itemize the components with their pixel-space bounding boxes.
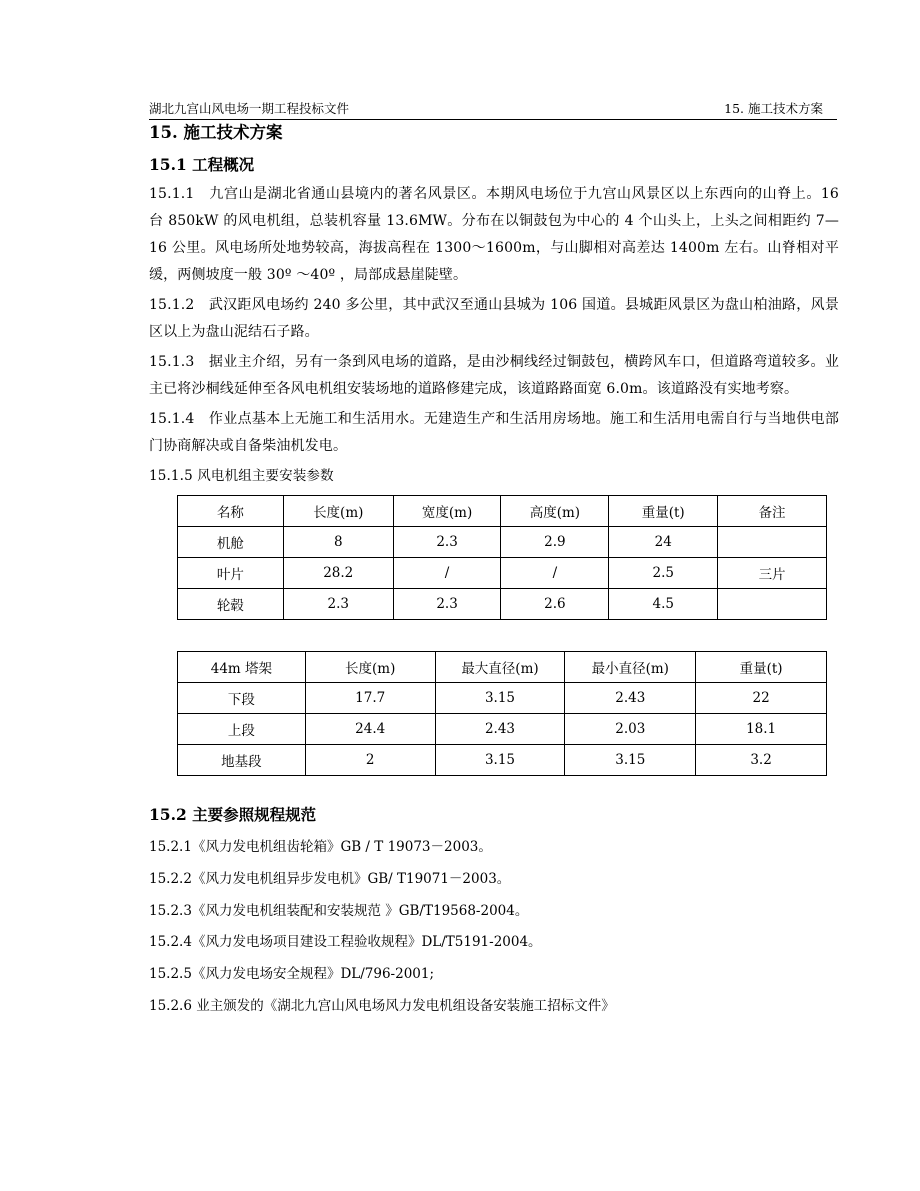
table-cell: /	[393, 558, 501, 589]
table-header-cell: 重量(t)	[609, 496, 718, 527]
table-row	[178, 527, 827, 558]
list-item: 15.2.2《风力发电机组异步发电机》GB/ T19071－2003。	[149, 870, 511, 887]
table-cell: 轮毂	[178, 589, 284, 620]
table-cell: 地基段	[178, 745, 306, 776]
table-header-cell: 长度(m)	[305, 652, 435, 683]
paragraph-15-1-1: 15.1.1 九宫山是湖北省通山县境内的著名风景区。本期风电场位于九宫山风景区以上东西向的山脊上。16 台 850kW 的风电机组，总装机容量 13.6MW。分布在以铜鼓包为中心的 4 个山头上，上头之间相距约 7—16 公里。风电场所处地势较高，海拔高程在 1300～1600m，与山脚相对高差达 1400m 左右。山脊相对平缓，两侧坡度一般 30º ～40º ，局部成悬崖陡壁。	[149, 186, 839, 283]
table-row	[178, 745, 827, 776]
table-cell: 2	[305, 745, 435, 776]
table-cell: 2.9	[501, 527, 609, 558]
table-cell: 3.15	[435, 745, 565, 776]
table-cell: 2.3	[283, 589, 393, 620]
table-cell: 17.7	[305, 683, 435, 714]
table-row	[178, 558, 827, 589]
table-cell: 4.5	[609, 589, 718, 620]
list-item: 15.2.3《风力发电机组装配和安装规范 》GB/T19568-2004。	[149, 902, 529, 919]
table-header-row	[178, 652, 827, 683]
table-cell	[718, 589, 827, 620]
table-cell: 下段	[178, 683, 306, 714]
table-header-cell: 最小直径(m)	[565, 652, 696, 683]
table-header-cell: 最大直径(m)	[435, 652, 565, 683]
table-header-cell: 重量(t)	[696, 652, 827, 683]
subsection-title-15-2: 15.2 主要参照规程规范	[149, 805, 317, 824]
table-cell: 2.43	[565, 683, 696, 714]
table-cell: 2.6	[501, 589, 609, 620]
subsection-title-15-1: 15.1 工程概况	[149, 155, 255, 174]
table-cell: 2.3	[393, 527, 501, 558]
list-item: 15.2.4《风力发电场项目建设工程验收规程》DL/T5191-2004。	[149, 934, 542, 951]
paragraph-15-1-3: 15.1.3 据业主介绍，另有一条到风电场的道路，是由沙桐线经过铜鼓包，横跨风车口，但道路弯道较多。业主已将沙桐线延伸至各风电机组安装场地的道路修建完成，该道路路面宽 6.0m。该道路没有实地考察。	[149, 354, 839, 397]
tower-params-table	[177, 651, 827, 776]
section-title: 15. 施工技术方案	[149, 123, 283, 142]
standards-list	[149, 832, 839, 1023]
table-row	[178, 714, 827, 745]
table-cell: 24.4	[305, 714, 435, 745]
table-cell: 叶片	[178, 558, 284, 589]
table-cell: 机舱	[178, 527, 284, 558]
header-doc-title: 湖北九宫山风电场一期工程投标文件	[149, 101, 350, 116]
list-item: 15.2.1《风力发电机组齿轮箱》GB / T 19073－2003。	[149, 839, 492, 855]
table-header-row	[178, 496, 827, 527]
table-cell: 24	[609, 527, 718, 558]
page-content	[149, 121, 839, 1023]
paragraph-15-1-5: 15.1.5 风电机组主要安装参数	[149, 468, 334, 484]
table-cell: 2.03	[565, 714, 696, 745]
table-cell: 3.15	[565, 745, 696, 776]
table-header-cell: 备注	[718, 496, 827, 527]
list-item: 15.2.5《风力发电场安全规程》DL/796-2001;	[149, 966, 435, 983]
page-header	[149, 97, 837, 120]
table-header-cell: 宽度(m)	[393, 496, 501, 527]
table-cell: 3.2	[696, 745, 827, 776]
table-header-cell: 长度(m)	[283, 496, 393, 527]
paragraph-15-1-2: 15.1.2 武汉距风电场约 240 多公里，其中武汉至通山县城为 106 国道。县城距风景区为盘山柏油路，风景区以上为盘山泥结石子路。	[149, 297, 839, 340]
table-cell: 上段	[178, 714, 306, 745]
table-header-cell: 44m 塔架	[178, 652, 306, 683]
table-header-cell: 高度(m)	[501, 496, 609, 527]
table-cell: 2.43	[435, 714, 565, 745]
table-cell: /	[501, 558, 609, 589]
table-cell: 18.1	[696, 714, 827, 745]
install-params-table	[177, 495, 827, 620]
table-header-cell: 名称	[178, 496, 284, 527]
table-cell	[718, 527, 827, 558]
paragraph-15-1-4: 15.1.4 作业点基本上无施工和生活用水。无建造生产和生活用房场地。施工和生活用电需自行与当地供电部门协商解决或自备柴油机发电。	[149, 411, 839, 454]
table-cell: 22	[696, 683, 827, 714]
table-row	[178, 589, 827, 620]
header-section-title: 15. 施工技术方案	[724, 101, 823, 116]
table-cell: 2.5	[609, 558, 718, 589]
table-row	[178, 683, 827, 714]
table-cell: 8	[283, 527, 393, 558]
table-cell: 2.3	[393, 589, 501, 620]
table-cell: 28.2	[283, 558, 393, 589]
table-cell: 三片	[718, 558, 827, 589]
list-item: 15.2.6 业主颁发的《湖北九宫山风电场风力发电机组设备安装施工招标文件》	[149, 997, 615, 1014]
table-cell: 3.15	[435, 683, 565, 714]
